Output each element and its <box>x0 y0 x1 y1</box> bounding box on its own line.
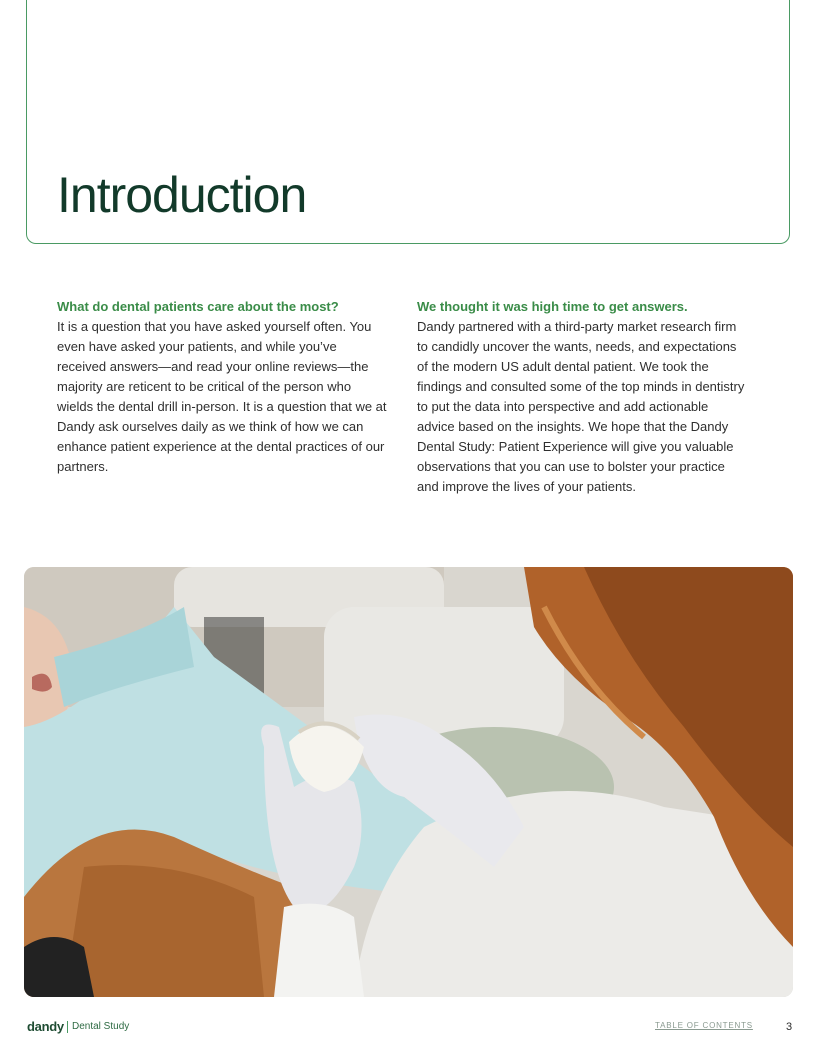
footer <box>0 1019 816 1039</box>
left-column-body: It is a question that you have asked yourself often. You even have asked your patients, and while you’ve received answers—and read your online reviews—the majority are reticent to be critical of the person who wields the dental drill in-person. It is a question that we at Dandy ask ourselves daily as we think of how we can enhance patient experience at the dental practices of our partners. <box>57 319 387 474</box>
table-of-contents-link[interactable]: TABLE OF CONTENTS <box>655 1021 753 1030</box>
intro-column-right <box>417 297 747 497</box>
page-number: 3 <box>786 1021 793 1033</box>
dental-photo-illustration <box>24 567 793 997</box>
brand-subtitle: Dental Study <box>72 1021 130 1032</box>
left-column-lead: What do dental patients care about the most? <box>57 299 339 314</box>
intro-column-left <box>57 297 387 477</box>
dental-photo <box>24 567 793 997</box>
brand-logo: dandy <box>27 1019 64 1034</box>
brand-divider <box>67 1021 68 1033</box>
right-column-lead: We thought it was high time to get answers. <box>417 299 688 314</box>
right-column-body: Dandy partnered with a third-party market research firm to candidly uncover the wants, needs, and expectations of the modern US adult dental patient. We took the findings and consulted some of the top minds in dentistry to put the data into perspective and add actionable advice based on the insights. We hope that the Dandy Dental Study: Patient Experience will give you valuable observations that you can use to bolster your practice and improve the lives of your patients. <box>417 319 745 494</box>
page-title: Introduction <box>57 167 307 223</box>
